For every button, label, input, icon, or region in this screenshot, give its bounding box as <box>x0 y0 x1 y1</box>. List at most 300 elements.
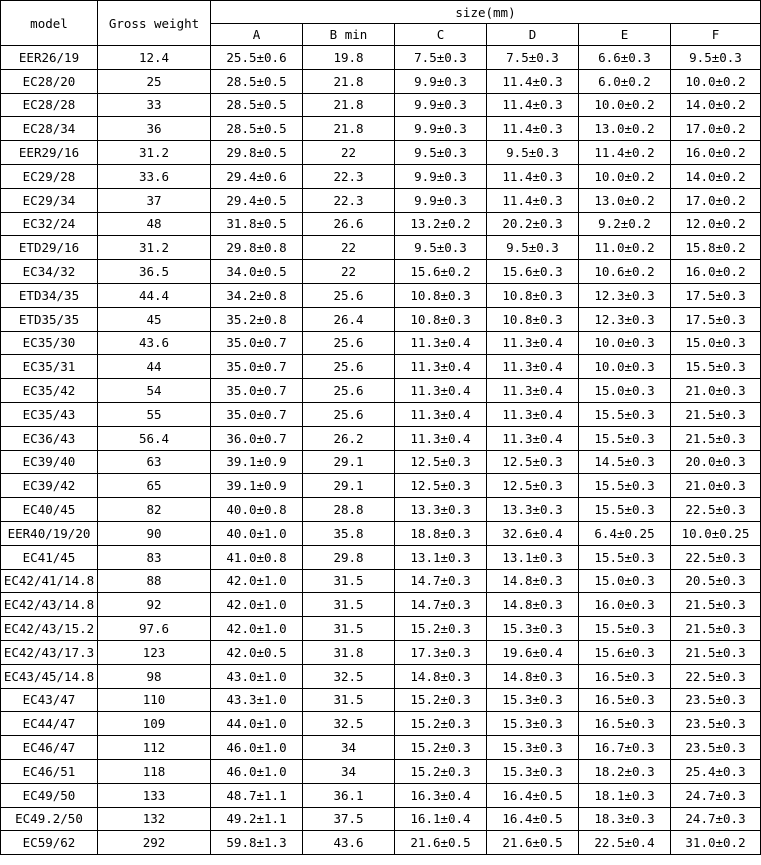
cell-d: 19.6±0.4 <box>487 640 579 664</box>
cell-a: 49.2±1.1 <box>211 807 303 831</box>
cell-d: 12.5±0.3 <box>487 450 579 474</box>
table-row <box>1 355 761 379</box>
cell-a: 35.0±0.7 <box>211 402 303 426</box>
cell-b-min: 35.8 <box>303 521 395 545</box>
cell-f: 24.7±0.3 <box>671 783 761 807</box>
cell-a: 29.8±0.8 <box>211 236 303 260</box>
cell-f: 17.0±0.2 <box>671 117 761 141</box>
cell-d: 13.3±0.3 <box>487 498 579 522</box>
table-row <box>1 593 761 617</box>
cell-model: EC46/51 <box>1 759 98 783</box>
table-row <box>1 93 761 117</box>
cell-d: 20.2±0.3 <box>487 212 579 236</box>
header-dim-b: B min <box>303 24 395 46</box>
cell-model: EC34/32 <box>1 260 98 284</box>
cell-f: 20.5±0.3 <box>671 569 761 593</box>
table-row <box>1 402 761 426</box>
cell-a: 29.4±0.5 <box>211 188 303 212</box>
cell-gross-weight: 55 <box>98 402 211 426</box>
cell-d: 9.5±0.3 <box>487 236 579 260</box>
cell-b-min: 22.3 <box>303 188 395 212</box>
cell-f: 17.5±0.3 <box>671 307 761 331</box>
cell-model: EC42/43/15.2 <box>1 617 98 641</box>
cell-e: 22.5±0.4 <box>579 831 671 855</box>
cell-gross-weight: 123 <box>98 640 211 664</box>
cell-c: 15.2±0.3 <box>395 688 487 712</box>
cell-model: EC28/20 <box>1 69 98 93</box>
cell-b-min: 36.1 <box>303 783 395 807</box>
cell-e: 12.3±0.3 <box>579 307 671 331</box>
cell-gross-weight: 63 <box>98 450 211 474</box>
cell-c: 9.5±0.3 <box>395 236 487 260</box>
cell-c: 11.3±0.4 <box>395 379 487 403</box>
cell-model: EC44/47 <box>1 712 98 736</box>
cell-d: 16.4±0.5 <box>487 807 579 831</box>
cell-e: 12.3±0.3 <box>579 283 671 307</box>
cell-f: 21.0±0.3 <box>671 379 761 403</box>
cell-f: 17.5±0.3 <box>671 283 761 307</box>
cell-gross-weight: 45 <box>98 307 211 331</box>
table-row <box>1 474 761 498</box>
cell-gross-weight: 109 <box>98 712 211 736</box>
cell-model: EC42/43/14.8 <box>1 593 98 617</box>
table-row <box>1 212 761 236</box>
cell-d: 11.4±0.3 <box>487 93 579 117</box>
cell-c: 10.8±0.3 <box>395 307 487 331</box>
cell-c: 13.2±0.2 <box>395 212 487 236</box>
cell-b-min: 32.5 <box>303 664 395 688</box>
cell-d: 21.6±0.5 <box>487 831 579 855</box>
cell-a: 46.0±1.0 <box>211 736 303 760</box>
cell-a: 34.2±0.8 <box>211 283 303 307</box>
cell-model: EC39/42 <box>1 474 98 498</box>
cell-b-min: 29.1 <box>303 474 395 498</box>
cell-e: 11.0±0.2 <box>579 236 671 260</box>
cell-e: 16.5±0.3 <box>579 664 671 688</box>
cell-gross-weight: 112 <box>98 736 211 760</box>
cell-f: 15.0±0.3 <box>671 331 761 355</box>
cell-e: 6.4±0.25 <box>579 521 671 545</box>
cell-model: EC39/40 <box>1 450 98 474</box>
cell-e: 9.2±0.2 <box>579 212 671 236</box>
cell-d: 14.8±0.3 <box>487 593 579 617</box>
cell-a: 43.3±1.0 <box>211 688 303 712</box>
cell-b-min: 26.6 <box>303 212 395 236</box>
cell-f: 16.0±0.2 <box>671 141 761 165</box>
cell-gross-weight: 48 <box>98 212 211 236</box>
cell-b-min: 31.5 <box>303 617 395 641</box>
cell-gross-weight: 90 <box>98 521 211 545</box>
cell-f: 24.7±0.3 <box>671 807 761 831</box>
table-row <box>1 521 761 545</box>
header-dim-a: A <box>211 24 303 46</box>
cell-model: EC59/62 <box>1 831 98 855</box>
cell-model: EC42/41/14.8 <box>1 569 98 593</box>
cell-f: 23.5±0.3 <box>671 736 761 760</box>
table-row <box>1 283 761 307</box>
cell-b-min: 37.5 <box>303 807 395 831</box>
cell-c: 10.8±0.3 <box>395 283 487 307</box>
cell-a: 43.0±1.0 <box>211 664 303 688</box>
cell-d: 11.3±0.4 <box>487 379 579 403</box>
cell-a: 48.7±1.1 <box>211 783 303 807</box>
cell-e: 10.0±0.3 <box>579 355 671 379</box>
cell-b-min: 25.6 <box>303 402 395 426</box>
cell-b-min: 34 <box>303 736 395 760</box>
cell-a: 42.0±1.0 <box>211 617 303 641</box>
cell-f: 21.5±0.3 <box>671 593 761 617</box>
cell-model: EC43/45/14.8 <box>1 664 98 688</box>
cell-model: EC35/30 <box>1 331 98 355</box>
cell-f: 22.5±0.3 <box>671 498 761 522</box>
table-row <box>1 545 761 569</box>
cell-c: 9.9±0.3 <box>395 93 487 117</box>
cell-d: 9.5±0.3 <box>487 141 579 165</box>
cell-d: 15.3±0.3 <box>487 712 579 736</box>
cell-c: 14.8±0.3 <box>395 664 487 688</box>
cell-a: 41.0±0.8 <box>211 545 303 569</box>
cell-f: 31.0±0.2 <box>671 831 761 855</box>
cell-d: 11.3±0.4 <box>487 402 579 426</box>
cell-a: 40.0±0.8 <box>211 498 303 522</box>
cell-a: 35.0±0.7 <box>211 379 303 403</box>
cell-gross-weight: 44 <box>98 355 211 379</box>
table-row <box>1 379 761 403</box>
cell-c: 12.5±0.3 <box>395 474 487 498</box>
table-row <box>1 807 761 831</box>
cell-a: 28.5±0.5 <box>211 69 303 93</box>
cell-a: 39.1±0.9 <box>211 450 303 474</box>
cell-c: 11.3±0.4 <box>395 331 487 355</box>
cell-f: 25.4±0.3 <box>671 759 761 783</box>
table-row <box>1 450 761 474</box>
cell-e: 15.5±0.3 <box>579 617 671 641</box>
cell-c: 13.3±0.3 <box>395 498 487 522</box>
cell-gross-weight: 118 <box>98 759 211 783</box>
cell-c: 9.5±0.3 <box>395 141 487 165</box>
cell-d: 11.4±0.3 <box>487 117 579 141</box>
cell-e: 15.0±0.3 <box>579 569 671 593</box>
cell-e: 15.0±0.3 <box>579 379 671 403</box>
cell-c: 9.9±0.3 <box>395 69 487 93</box>
cell-b-min: 25.6 <box>303 283 395 307</box>
cell-d: 12.5±0.3 <box>487 474 579 498</box>
cell-b-min: 26.4 <box>303 307 395 331</box>
cell-d: 15.6±0.3 <box>487 260 579 284</box>
cell-c: 14.7±0.3 <box>395 593 487 617</box>
cell-model: EC49/50 <box>1 783 98 807</box>
cell-model: ETD34/35 <box>1 283 98 307</box>
table-row <box>1 331 761 355</box>
cell-c: 16.3±0.4 <box>395 783 487 807</box>
cell-a: 28.5±0.5 <box>211 93 303 117</box>
cell-a: 31.8±0.5 <box>211 212 303 236</box>
cell-f: 21.5±0.3 <box>671 426 761 450</box>
cell-model: ETD29/16 <box>1 236 98 260</box>
cell-b-min: 31.5 <box>303 593 395 617</box>
header-size-group: size(mm) <box>211 1 761 24</box>
header-gross-weight: Gross weight <box>98 1 211 46</box>
cell-d: 11.4±0.3 <box>487 188 579 212</box>
cell-model: EC29/34 <box>1 188 98 212</box>
table-row <box>1 736 761 760</box>
cell-a: 42.0±1.0 <box>211 569 303 593</box>
cell-d: 32.6±0.4 <box>487 521 579 545</box>
cell-c: 13.1±0.3 <box>395 545 487 569</box>
table-body <box>1 46 761 855</box>
cell-a: 35.0±0.7 <box>211 331 303 355</box>
cell-e: 15.6±0.3 <box>579 640 671 664</box>
cell-c: 9.9±0.3 <box>395 188 487 212</box>
cell-b-min: 43.6 <box>303 831 395 855</box>
cell-f: 15.5±0.3 <box>671 355 761 379</box>
cell-d: 16.4±0.5 <box>487 783 579 807</box>
cell-b-min: 25.6 <box>303 331 395 355</box>
cell-e: 16.0±0.3 <box>579 593 671 617</box>
cell-model: EER29/16 <box>1 141 98 165</box>
cell-f: 17.0±0.2 <box>671 188 761 212</box>
cell-f: 10.0±0.2 <box>671 69 761 93</box>
cell-f: 23.5±0.3 <box>671 688 761 712</box>
cell-a: 44.0±1.0 <box>211 712 303 736</box>
cell-e: 11.4±0.2 <box>579 141 671 165</box>
cell-f: 9.5±0.3 <box>671 46 761 70</box>
cell-f: 20.0±0.3 <box>671 450 761 474</box>
cell-model: ETD35/35 <box>1 307 98 331</box>
cell-f: 23.5±0.3 <box>671 712 761 736</box>
cell-gross-weight: 33.6 <box>98 164 211 188</box>
cell-a: 46.0±1.0 <box>211 759 303 783</box>
cell-model: EC36/43 <box>1 426 98 450</box>
table-row <box>1 236 761 260</box>
table-row <box>1 164 761 188</box>
table-row <box>1 141 761 165</box>
cell-c: 16.1±0.4 <box>395 807 487 831</box>
cell-d: 11.4±0.3 <box>487 69 579 93</box>
cell-model: EC42/43/17.3 <box>1 640 98 664</box>
header-dim-e: E <box>579 24 671 46</box>
cell-a: 29.8±0.5 <box>211 141 303 165</box>
cell-f: 22.5±0.3 <box>671 545 761 569</box>
header-model: model <box>1 1 98 46</box>
cell-c: 15.2±0.3 <box>395 712 487 736</box>
cell-d: 10.8±0.3 <box>487 307 579 331</box>
cell-d: 14.8±0.3 <box>487 569 579 593</box>
cell-e: 10.0±0.2 <box>579 93 671 117</box>
cell-gross-weight: 110 <box>98 688 211 712</box>
table-row <box>1 831 761 855</box>
cell-b-min: 22 <box>303 236 395 260</box>
cell-gross-weight: 36 <box>98 117 211 141</box>
cell-e: 16.5±0.3 <box>579 712 671 736</box>
cell-b-min: 31.5 <box>303 569 395 593</box>
cell-d: 11.4±0.3 <box>487 164 579 188</box>
cell-gross-weight: 25 <box>98 69 211 93</box>
cell-a: 35.0±0.7 <box>211 355 303 379</box>
cell-e: 18.1±0.3 <box>579 783 671 807</box>
table-row <box>1 46 761 70</box>
cell-a: 42.0±0.5 <box>211 640 303 664</box>
header-dim-d: D <box>487 24 579 46</box>
cell-b-min: 32.5 <box>303 712 395 736</box>
cell-f: 22.5±0.3 <box>671 664 761 688</box>
cell-d: 13.1±0.3 <box>487 545 579 569</box>
cell-model: EC46/47 <box>1 736 98 760</box>
cell-b-min: 28.8 <box>303 498 395 522</box>
table-row <box>1 688 761 712</box>
table-row <box>1 307 761 331</box>
cell-d: 15.3±0.3 <box>487 688 579 712</box>
cell-model: EER40/19/20 <box>1 521 98 545</box>
cell-e: 16.7±0.3 <box>579 736 671 760</box>
cell-f: 12.0±0.2 <box>671 212 761 236</box>
cell-a: 29.4±0.6 <box>211 164 303 188</box>
cell-a: 35.2±0.8 <box>211 307 303 331</box>
cell-c: 12.5±0.3 <box>395 450 487 474</box>
cell-b-min: 25.6 <box>303 379 395 403</box>
cell-e: 10.0±0.3 <box>579 331 671 355</box>
table-row <box>1 117 761 141</box>
cell-a: 42.0±1.0 <box>211 593 303 617</box>
cell-b-min: 25.6 <box>303 355 395 379</box>
cell-e: 15.5±0.3 <box>579 474 671 498</box>
cell-b-min: 29.8 <box>303 545 395 569</box>
table-row <box>1 664 761 688</box>
cell-model: EC29/28 <box>1 164 98 188</box>
table-row <box>1 69 761 93</box>
cell-gross-weight: 54 <box>98 379 211 403</box>
cell-b-min: 22 <box>303 141 395 165</box>
cell-gross-weight: 82 <box>98 498 211 522</box>
cell-model: EC28/28 <box>1 93 98 117</box>
cell-b-min: 21.8 <box>303 93 395 117</box>
cell-f: 14.0±0.2 <box>671 164 761 188</box>
cell-gross-weight: 98 <box>98 664 211 688</box>
cell-c: 11.3±0.4 <box>395 426 487 450</box>
cell-f: 15.8±0.2 <box>671 236 761 260</box>
cell-c: 9.9±0.3 <box>395 117 487 141</box>
table-header <box>1 1 761 46</box>
cell-gross-weight: 43.6 <box>98 331 211 355</box>
cell-c: 21.6±0.5 <box>395 831 487 855</box>
cell-b-min: 21.8 <box>303 69 395 93</box>
cell-e: 18.2±0.3 <box>579 759 671 783</box>
cell-gross-weight: 132 <box>98 807 211 831</box>
cell-gross-weight: 36.5 <box>98 260 211 284</box>
cell-model: EC28/34 <box>1 117 98 141</box>
cell-e: 13.0±0.2 <box>579 188 671 212</box>
table-row <box>1 783 761 807</box>
cell-b-min: 26.2 <box>303 426 395 450</box>
cell-gross-weight: 133 <box>98 783 211 807</box>
cell-f: 21.5±0.3 <box>671 617 761 641</box>
cell-f: 14.0±0.2 <box>671 93 761 117</box>
cell-d: 10.8±0.3 <box>487 283 579 307</box>
cell-f: 21.0±0.3 <box>671 474 761 498</box>
cell-b-min: 31.5 <box>303 688 395 712</box>
cell-c: 15.2±0.3 <box>395 759 487 783</box>
cell-c: 7.5±0.3 <box>395 46 487 70</box>
cell-f: 21.5±0.3 <box>671 402 761 426</box>
cell-c: 9.9±0.3 <box>395 164 487 188</box>
cell-c: 17.3±0.3 <box>395 640 487 664</box>
cell-gross-weight: 56.4 <box>98 426 211 450</box>
cell-c: 18.8±0.3 <box>395 521 487 545</box>
cell-e: 16.5±0.3 <box>579 688 671 712</box>
table-row <box>1 260 761 284</box>
cell-f: 21.5±0.3 <box>671 640 761 664</box>
cell-gross-weight: 97.6 <box>98 617 211 641</box>
cell-e: 15.5±0.3 <box>579 402 671 426</box>
table-row <box>1 498 761 522</box>
cell-d: 11.3±0.4 <box>487 355 579 379</box>
cell-a: 36.0±0.7 <box>211 426 303 450</box>
cell-gross-weight: 44.4 <box>98 283 211 307</box>
cell-gross-weight: 92 <box>98 593 211 617</box>
cell-b-min: 29.1 <box>303 450 395 474</box>
cell-e: 18.3±0.3 <box>579 807 671 831</box>
cell-b-min: 21.8 <box>303 117 395 141</box>
cell-e: 6.0±0.2 <box>579 69 671 93</box>
cell-b-min: 31.8 <box>303 640 395 664</box>
table-row <box>1 617 761 641</box>
cell-c: 15.6±0.2 <box>395 260 487 284</box>
cell-gross-weight: 33 <box>98 93 211 117</box>
cell-model: EC49.2/50 <box>1 807 98 831</box>
cell-c: 14.7±0.3 <box>395 569 487 593</box>
cell-model: EC41/45 <box>1 545 98 569</box>
cell-gross-weight: 292 <box>98 831 211 855</box>
header-dim-c: C <box>395 24 487 46</box>
cell-b-min: 22 <box>303 260 395 284</box>
cell-model: EC43/47 <box>1 688 98 712</box>
cell-model: EC32/24 <box>1 212 98 236</box>
cell-b-min: 34 <box>303 759 395 783</box>
cell-gross-weight: 37 <box>98 188 211 212</box>
cell-gross-weight: 65 <box>98 474 211 498</box>
cell-d: 14.8±0.3 <box>487 664 579 688</box>
cell-a: 40.0±1.0 <box>211 521 303 545</box>
table-row <box>1 188 761 212</box>
table-row <box>1 569 761 593</box>
cell-e: 13.0±0.2 <box>579 117 671 141</box>
cell-a: 25.5±0.6 <box>211 46 303 70</box>
cell-model: EER26/19 <box>1 46 98 70</box>
cell-model: EC35/42 <box>1 379 98 403</box>
cell-gross-weight: 31.2 <box>98 141 211 165</box>
cell-e: 10.6±0.2 <box>579 260 671 284</box>
cell-d: 11.3±0.4 <box>487 426 579 450</box>
cell-e: 15.5±0.3 <box>579 545 671 569</box>
header-dim-f: F <box>671 24 761 46</box>
table-row <box>1 426 761 450</box>
table-row <box>1 712 761 736</box>
table-row <box>1 640 761 664</box>
cell-gross-weight: 83 <box>98 545 211 569</box>
cell-model: EC35/43 <box>1 402 98 426</box>
cell-c: 15.2±0.3 <box>395 736 487 760</box>
cell-model: EC40/45 <box>1 498 98 522</box>
cell-a: 34.0±0.5 <box>211 260 303 284</box>
cell-e: 15.5±0.3 <box>579 498 671 522</box>
cell-e: 10.0±0.2 <box>579 164 671 188</box>
cell-c: 15.2±0.3 <box>395 617 487 641</box>
cell-d: 15.3±0.3 <box>487 617 579 641</box>
cell-f: 16.0±0.2 <box>671 260 761 284</box>
cell-d: 11.3±0.4 <box>487 331 579 355</box>
cell-gross-weight: 88 <box>98 569 211 593</box>
cell-a: 28.5±0.5 <box>211 117 303 141</box>
